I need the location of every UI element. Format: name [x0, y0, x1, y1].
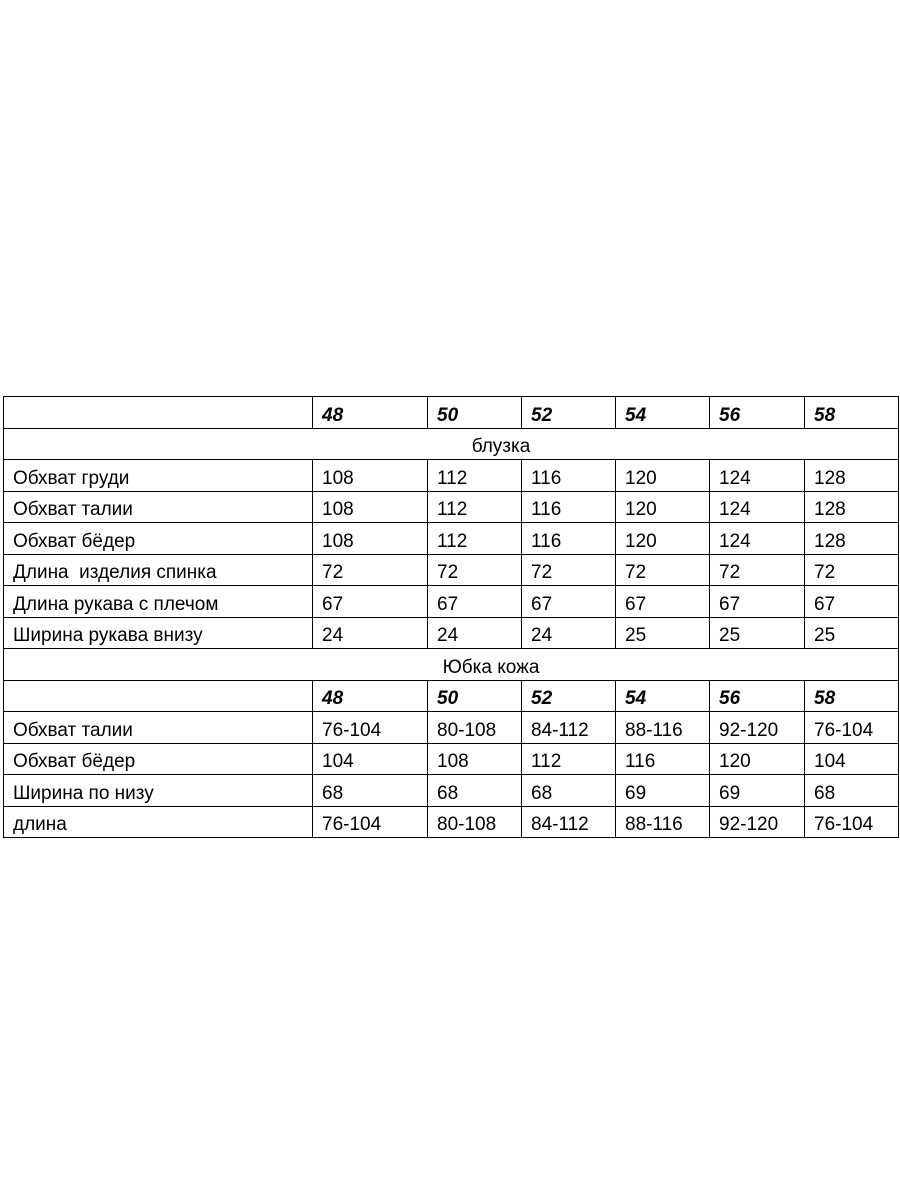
table-row: [4, 523, 899, 555]
table-row: [4, 617, 899, 649]
size-cell: 52: [522, 680, 616, 712]
measurement-value: 76-104: [805, 712, 899, 744]
measurement-value: 67: [710, 586, 805, 618]
measurement-value: 108: [428, 743, 522, 775]
measurement-value: 116: [522, 523, 616, 555]
measurement-value: 128: [805, 460, 899, 492]
measurement-value: 80-108: [428, 712, 522, 744]
measurement-label: Ширина рукава внизу: [4, 617, 313, 649]
size-cell: 58: [805, 680, 899, 712]
measurement-value: 25: [710, 617, 805, 649]
measurement-value: 68: [313, 775, 428, 807]
measurement-value: 120: [616, 491, 710, 523]
measurement-value: 67: [428, 586, 522, 618]
measurement-value: 128: [805, 523, 899, 555]
measurement-label: Обхват талии: [4, 491, 313, 523]
size-cell: 50: [428, 397, 522, 429]
measurement-value: 88-116: [616, 712, 710, 744]
measurement-value: 67: [616, 586, 710, 618]
measurement-value: 124: [710, 491, 805, 523]
table-row: [4, 491, 899, 523]
measurement-value: 84-112: [522, 712, 616, 744]
table-row: [4, 743, 899, 775]
measurement-value: 68: [522, 775, 616, 807]
measurement-value: 68: [805, 775, 899, 807]
skirt-section-title: Юбка кожа: [4, 649, 899, 681]
measurement-value: 72: [805, 554, 899, 586]
blouse-size-header-row: [4, 397, 899, 429]
measurement-label: Длина рукава с плечом: [4, 586, 313, 618]
measurement-value: 67: [805, 586, 899, 618]
skirt-size-header-row: [4, 680, 899, 712]
table-row: [4, 554, 899, 586]
size-chart-table: [3, 396, 899, 838]
measurement-value: 88-116: [616, 806, 710, 838]
skirt-section-row: [4, 649, 899, 681]
measurement-value: 24: [522, 617, 616, 649]
table-row: [4, 712, 899, 744]
size-cell: 54: [616, 397, 710, 429]
measurement-label: Длина изделия спинка: [4, 554, 313, 586]
size-cell: 50: [428, 680, 522, 712]
header-empty-cell: [4, 680, 313, 712]
measurement-value: 84-112: [522, 806, 616, 838]
measurement-value: 76-104: [805, 806, 899, 838]
measurement-label: Ширина по низу: [4, 775, 313, 807]
measurement-value: 108: [313, 491, 428, 523]
measurement-value: 120: [616, 523, 710, 555]
table-row: [4, 586, 899, 618]
size-cell: 56: [710, 397, 805, 429]
blouse-section-row: [4, 428, 899, 460]
measurement-label: Обхват груди: [4, 460, 313, 492]
measurement-value: 69: [616, 775, 710, 807]
measurement-value: 67: [313, 586, 428, 618]
measurement-value: 92-120: [710, 806, 805, 838]
size-cell: 56: [710, 680, 805, 712]
size-cell: 48: [313, 397, 428, 429]
measurement-value: 120: [616, 460, 710, 492]
size-cell: 58: [805, 397, 899, 429]
measurement-value: 108: [313, 460, 428, 492]
measurement-value: 67: [522, 586, 616, 618]
table-row: [4, 460, 899, 492]
table-row: [4, 775, 899, 807]
measurement-value: 104: [805, 743, 899, 775]
measurement-value: 72: [710, 554, 805, 586]
measurement-value: 128: [805, 491, 899, 523]
blouse-section-title: блузка: [4, 428, 899, 460]
measurement-value: 76-104: [313, 806, 428, 838]
measurement-value: 112: [428, 491, 522, 523]
measurement-label: Обхват талии: [4, 712, 313, 744]
measurement-value: 72: [522, 554, 616, 586]
table-row: [4, 806, 899, 838]
measurement-value: 116: [522, 460, 616, 492]
measurement-value: 116: [522, 491, 616, 523]
measurement-label: длина: [4, 806, 313, 838]
measurement-value: 92-120: [710, 712, 805, 744]
measurement-label: Обхват бёдер: [4, 523, 313, 555]
size-cell: 54: [616, 680, 710, 712]
measurement-value: 69: [710, 775, 805, 807]
measurement-value: 124: [710, 523, 805, 555]
measurement-value: 72: [428, 554, 522, 586]
measurement-value: 112: [428, 460, 522, 492]
measurement-value: 24: [428, 617, 522, 649]
size-cell: 52: [522, 397, 616, 429]
measurement-value: 112: [522, 743, 616, 775]
measurement-value: 104: [313, 743, 428, 775]
measurement-value: 116: [616, 743, 710, 775]
measurement-value: 112: [428, 523, 522, 555]
header-empty-cell: [4, 397, 313, 429]
measurement-value: 68: [428, 775, 522, 807]
measurement-label: Обхват бёдер: [4, 743, 313, 775]
size-cell: 48: [313, 680, 428, 712]
measurement-value: 25: [805, 617, 899, 649]
measurement-value: 124: [710, 460, 805, 492]
measurement-value: 76-104: [313, 712, 428, 744]
measurement-value: 120: [710, 743, 805, 775]
measurement-value: 108: [313, 523, 428, 555]
measurement-value: 72: [313, 554, 428, 586]
measurement-value: 24: [313, 617, 428, 649]
measurement-value: 80-108: [428, 806, 522, 838]
measurement-value: 25: [616, 617, 710, 649]
measurement-value: 72: [616, 554, 710, 586]
